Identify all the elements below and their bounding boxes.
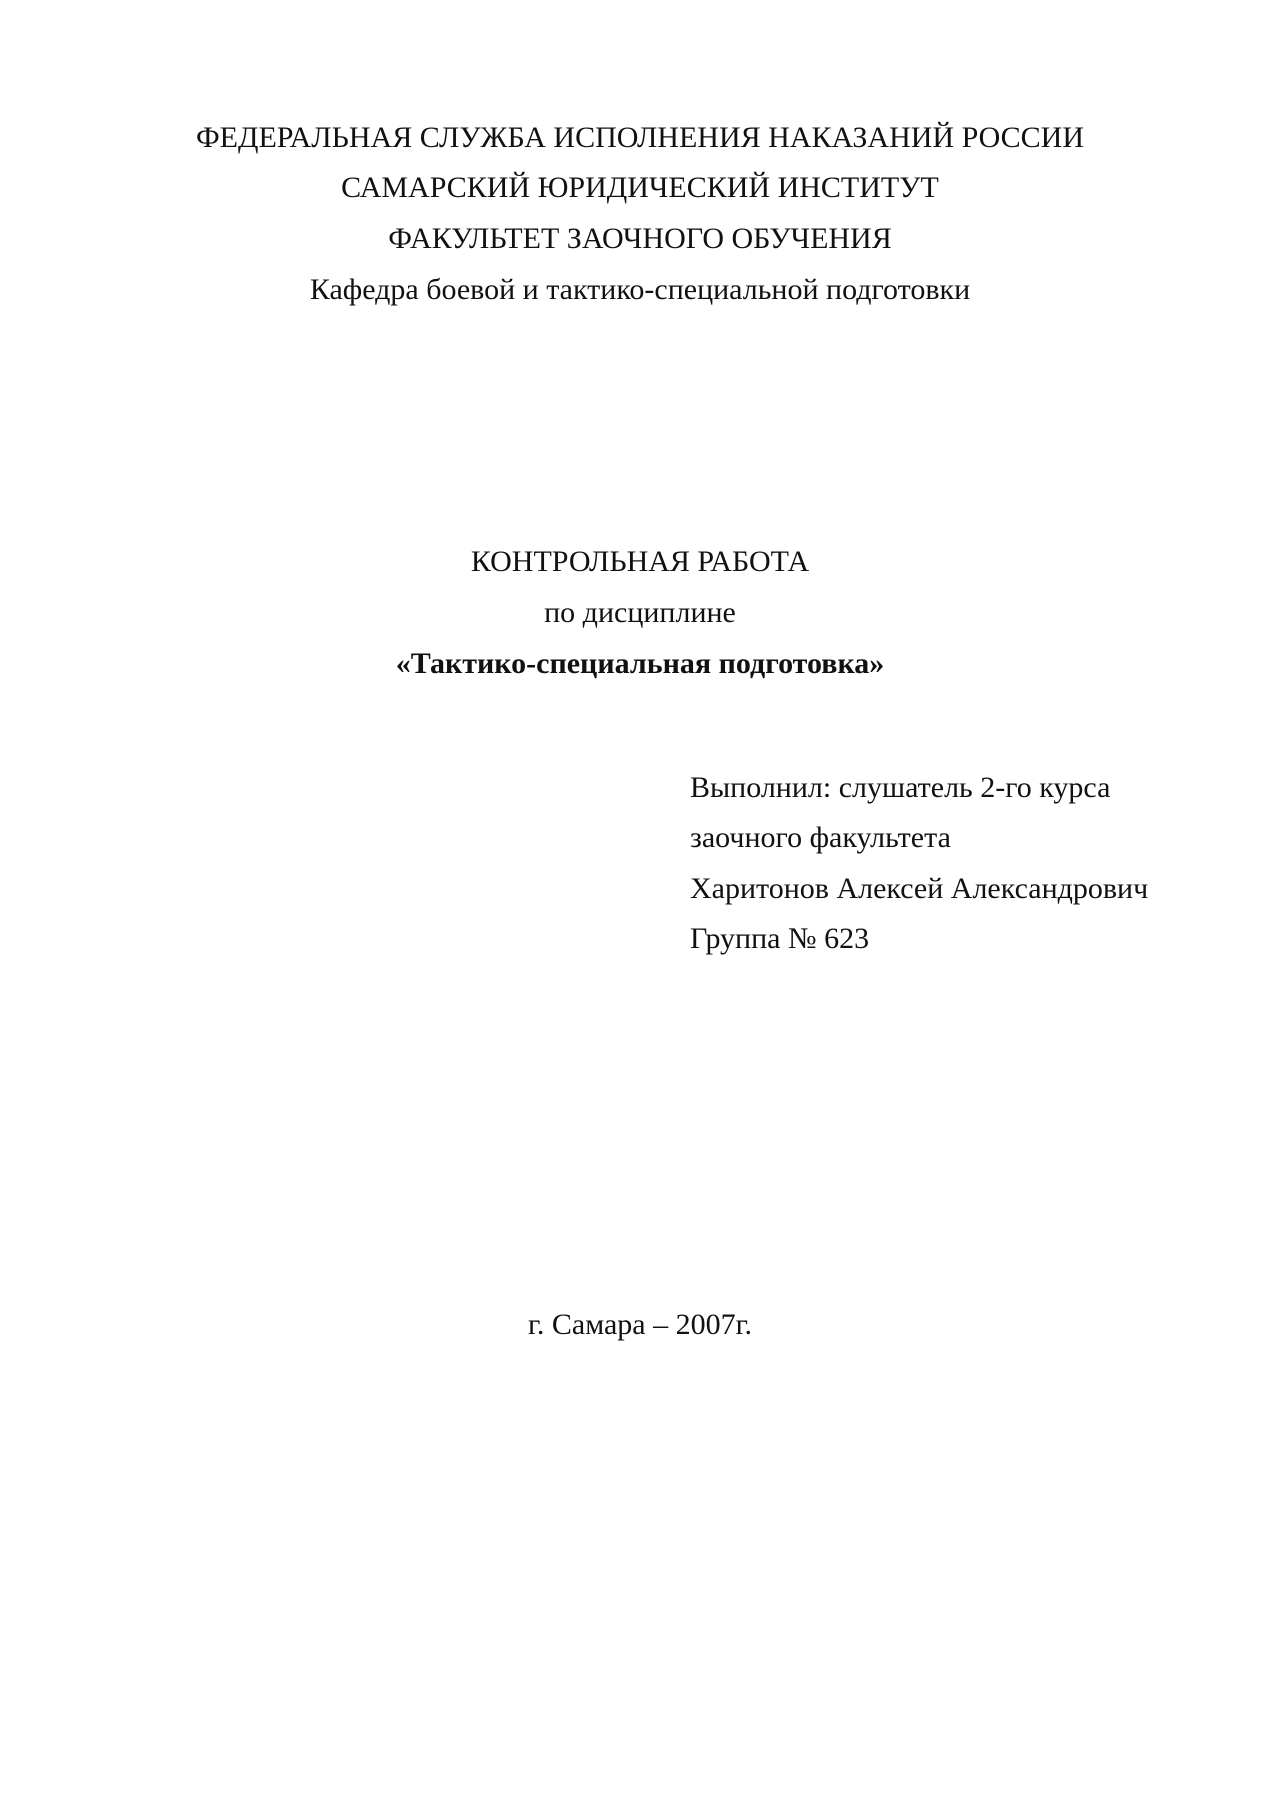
discipline-prefix: по дисциплине — [544, 596, 736, 629]
work-type-title: КОНТРОЛЬНАЯ РАБОТА — [470, 545, 810, 578]
author-group: Группа № 623 — [690, 922, 870, 955]
header-faculty: ФАКУЛЬТЕТ ЗАОЧНОГО ОБУЧЕНИЯ — [388, 222, 892, 255]
author-faculty: заочного факультета — [690, 821, 951, 854]
header-service: ФЕДЕРАЛЬНАЯ СЛУЖБА ИСПОЛНЕНИЯ НАКАЗАНИЙ РОССИИ — [195, 121, 1085, 154]
header-institute: САМАРСКИЙ ЮРИДИЧЕСКИЙ ИНСТИТУТ — [341, 171, 939, 204]
discipline-title: «Тактико-специальная подготовка» — [395, 647, 885, 680]
header-department: Кафедра боевой и тактико-специальной подготовки — [309, 273, 971, 306]
city-year: г. Самара – 2007г. — [527, 1308, 753, 1341]
author-name: Харитонов Алексей Александрович — [690, 872, 1149, 905]
author-performed-by: Выполнил: слушатель 2-го курса — [690, 771, 1111, 804]
